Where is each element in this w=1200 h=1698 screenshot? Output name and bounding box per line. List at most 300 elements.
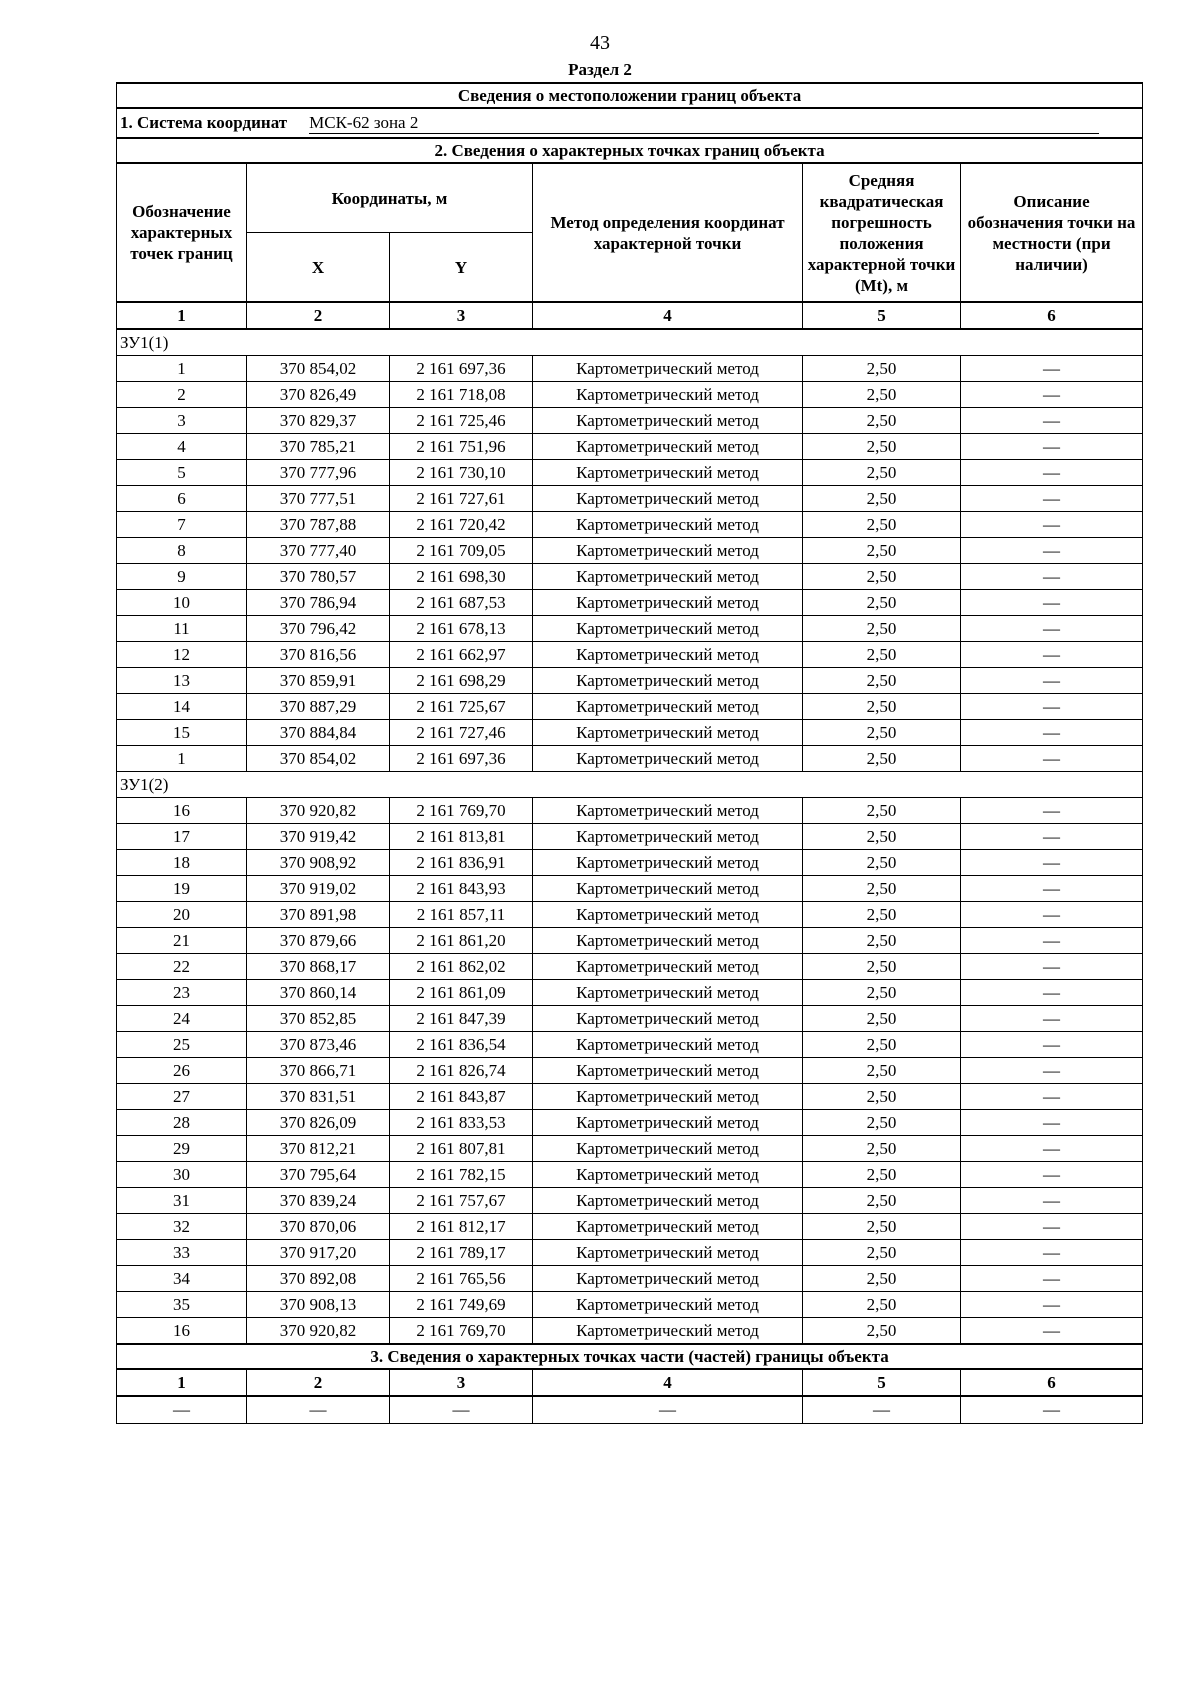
description: — (961, 694, 1143, 720)
coord-y: 2 161 861,20 (390, 928, 533, 954)
table-row (117, 1032, 1143, 1058)
description: — (961, 1110, 1143, 1136)
parts-cell: — (247, 1396, 390, 1424)
description: — (961, 746, 1143, 772)
coord-x: 370 908,92 (247, 850, 390, 876)
table-row (117, 356, 1143, 382)
description: — (961, 434, 1143, 460)
method: Картометрический метод (533, 564, 803, 590)
coord-x: 370 892,08 (247, 1266, 390, 1292)
coord-x: 370 786,94 (247, 590, 390, 616)
error-value: 2,50 (803, 928, 961, 954)
coord-x: 370 879,66 (247, 928, 390, 954)
error-value: 2,50 (803, 876, 961, 902)
point-id: 4 (117, 434, 247, 460)
error-value: 2,50 (803, 460, 961, 486)
point-id: 35 (117, 1292, 247, 1318)
table-row (117, 1162, 1143, 1188)
coord-x: 370 860,14 (247, 980, 390, 1006)
column-number: 5 (803, 1369, 961, 1396)
error-value: 2,50 (803, 1032, 961, 1058)
point-id: 7 (117, 512, 247, 538)
error-value: 2,50 (803, 1162, 961, 1188)
method: Картометрический метод (533, 980, 803, 1006)
table-row (117, 824, 1143, 850)
group-row (117, 772, 1143, 798)
method: Картометрический метод (533, 1214, 803, 1240)
coord-x: 370 839,24 (247, 1188, 390, 1214)
table-row (117, 954, 1143, 980)
table-row (117, 720, 1143, 746)
column-number: 1 (117, 302, 247, 329)
point-id: 15 (117, 720, 247, 746)
description: — (961, 1006, 1143, 1032)
point-id: 16 (117, 1318, 247, 1345)
point-id: 13 (117, 668, 247, 694)
method: Картометрический метод (533, 408, 803, 434)
group-name: ЗУ1(2) (117, 772, 1143, 798)
coord-x: 370 826,09 (247, 1110, 390, 1136)
header-error: Средняя квадратическая погрешность положения характерной точки (Mt), м (803, 163, 961, 302)
method: Картометрический метод (533, 720, 803, 746)
table-row (117, 798, 1143, 824)
column-number: 2 (247, 1369, 390, 1396)
point-id: 27 (117, 1084, 247, 1110)
coord-x: 370 919,02 (247, 876, 390, 902)
point-id: 16 (117, 798, 247, 824)
coord-y: 2 161 861,09 (390, 980, 533, 1006)
coord-y: 2 161 769,70 (390, 798, 533, 824)
coord-x: 370 868,17 (247, 954, 390, 980)
method: Картометрический метод (533, 642, 803, 668)
point-id: 11 (117, 616, 247, 642)
description: — (961, 486, 1143, 512)
coord-x: 370 831,51 (247, 1084, 390, 1110)
description: — (961, 824, 1143, 850)
table-row (117, 1240, 1143, 1266)
coord-y: 2 161 749,69 (390, 1292, 533, 1318)
description: — (961, 1032, 1143, 1058)
method: Картометрический метод (533, 486, 803, 512)
point-id: 3 (117, 408, 247, 434)
error-value: 2,50 (803, 746, 961, 772)
method: Картометрический метод (533, 928, 803, 954)
coord-y: 2 161 678,13 (390, 616, 533, 642)
coord-system-row (117, 108, 1143, 138)
point-id: 31 (117, 1188, 247, 1214)
parts-cell: — (803, 1396, 961, 1424)
table-row (117, 1266, 1143, 1292)
header-x: X (247, 233, 390, 303)
description: — (961, 1136, 1143, 1162)
boundary-table (116, 82, 1143, 1424)
coord-y: 2 161 727,46 (390, 720, 533, 746)
table-title-row (117, 83, 1143, 108)
error-value: 2,50 (803, 1214, 961, 1240)
description: — (961, 1188, 1143, 1214)
method: Картометрический метод (533, 668, 803, 694)
coord-x: 370 908,13 (247, 1292, 390, 1318)
table-row (117, 694, 1143, 720)
error-value: 2,50 (803, 798, 961, 824)
point-id: 2 (117, 382, 247, 408)
point-id: 34 (117, 1266, 247, 1292)
point-id: 28 (117, 1110, 247, 1136)
coord-x: 370 852,85 (247, 1006, 390, 1032)
header-row-1 (117, 163, 1143, 233)
coord-x: 370 920,82 (247, 1318, 390, 1345)
description: — (961, 538, 1143, 564)
point-id: 14 (117, 694, 247, 720)
method: Картометрический метод (533, 616, 803, 642)
coord-y: 2 161 730,10 (390, 460, 533, 486)
error-value: 2,50 (803, 382, 961, 408)
description: — (961, 408, 1143, 434)
column-number: 4 (533, 302, 803, 329)
table-row (117, 746, 1143, 772)
description: — (961, 616, 1143, 642)
point-id: 21 (117, 928, 247, 954)
error-value: 2,50 (803, 1240, 961, 1266)
error-value: 2,50 (803, 850, 961, 876)
description: — (961, 564, 1143, 590)
coord-y: 2 161 725,46 (390, 408, 533, 434)
error-value: 2,50 (803, 434, 961, 460)
description: — (961, 798, 1143, 824)
point-id: 22 (117, 954, 247, 980)
coord-y: 2 161 697,36 (390, 746, 533, 772)
table-row (117, 668, 1143, 694)
error-value: 2,50 (803, 408, 961, 434)
coord-x: 370 873,46 (247, 1032, 390, 1058)
table-row (117, 1084, 1143, 1110)
description: — (961, 902, 1143, 928)
method: Картометрический метод (533, 460, 803, 486)
description: — (961, 1214, 1143, 1240)
error-value: 2,50 (803, 616, 961, 642)
page-number: 43 (590, 32, 610, 54)
method: Картометрический метод (533, 1110, 803, 1136)
table-row (117, 850, 1143, 876)
error-value: 2,50 (803, 824, 961, 850)
method: Картометрический метод (533, 1240, 803, 1266)
coord-y: 2 161 836,91 (390, 850, 533, 876)
error-value: 2,50 (803, 642, 961, 668)
description: — (961, 928, 1143, 954)
error-value: 2,50 (803, 1292, 961, 1318)
table-row (117, 1058, 1143, 1084)
point-id: 1 (117, 746, 247, 772)
error-value: 2,50 (803, 356, 961, 382)
coord-x: 370 891,98 (247, 902, 390, 928)
error-value: 2,50 (803, 1266, 961, 1292)
table-row (117, 1006, 1143, 1032)
error-value: 2,50 (803, 720, 961, 746)
coord-x: 370 829,37 (247, 408, 390, 434)
table-title: Сведения о местоположении границ объекта (117, 83, 1143, 108)
error-value: 2,50 (803, 1110, 961, 1136)
parts-section-title-row (117, 1344, 1143, 1369)
table-row (117, 1318, 1143, 1345)
coord-y: 2 161 709,05 (390, 538, 533, 564)
table-row (117, 1110, 1143, 1136)
coord-y: 2 161 765,56 (390, 1266, 533, 1292)
header-method: Метод определения координат характерной точки (533, 163, 803, 302)
table-row (117, 434, 1143, 460)
description: — (961, 876, 1143, 902)
table-row (117, 538, 1143, 564)
points-section-title: 2. Сведения о характерных точках границ объекта (117, 138, 1143, 163)
point-id: 24 (117, 1006, 247, 1032)
description: — (961, 1162, 1143, 1188)
column-number: 6 (961, 1369, 1143, 1396)
parts-cell: — (533, 1396, 803, 1424)
coord-y: 2 161 687,53 (390, 590, 533, 616)
method: Картометрический метод (533, 798, 803, 824)
coord-y: 2 161 720,42 (390, 512, 533, 538)
method: Картометрический метод (533, 1292, 803, 1318)
error-value: 2,50 (803, 954, 961, 980)
table-row (117, 512, 1143, 538)
coord-y: 2 161 826,74 (390, 1058, 533, 1084)
method: Картометрический метод (533, 1032, 803, 1058)
method: Картометрический метод (533, 1006, 803, 1032)
coord-x: 370 785,21 (247, 434, 390, 460)
point-id: 26 (117, 1058, 247, 1084)
coord-system-cell (117, 108, 1143, 138)
coord-x: 370 854,02 (247, 746, 390, 772)
point-id: 33 (117, 1240, 247, 1266)
coord-x: 370 777,51 (247, 486, 390, 512)
coord-y: 2 161 857,11 (390, 902, 533, 928)
point-id: 5 (117, 460, 247, 486)
error-value: 2,50 (803, 564, 961, 590)
point-id: 6 (117, 486, 247, 512)
description: — (961, 850, 1143, 876)
error-value: 2,50 (803, 1006, 961, 1032)
point-id: 10 (117, 590, 247, 616)
coord-y: 2 161 698,29 (390, 668, 533, 694)
point-id: 12 (117, 642, 247, 668)
coord-y: 2 161 812,17 (390, 1214, 533, 1240)
coord-x: 370 826,49 (247, 382, 390, 408)
coord-x: 370 854,02 (247, 356, 390, 382)
error-value: 2,50 (803, 512, 961, 538)
coord-y: 2 161 833,53 (390, 1110, 533, 1136)
description: — (961, 1266, 1143, 1292)
table-row (117, 564, 1143, 590)
group-name: ЗУ1(1) (117, 329, 1143, 356)
error-value: 2,50 (803, 668, 961, 694)
method: Картометрический метод (533, 954, 803, 980)
description: — (961, 382, 1143, 408)
coord-y: 2 161 769,70 (390, 1318, 533, 1345)
description: — (961, 590, 1143, 616)
coord-x: 370 780,57 (247, 564, 390, 590)
description: — (961, 720, 1143, 746)
description: — (961, 668, 1143, 694)
coord-y: 2 161 862,02 (390, 954, 533, 980)
table-row (117, 460, 1143, 486)
method: Картометрический метод (533, 746, 803, 772)
coord-y: 2 161 807,81 (390, 1136, 533, 1162)
method: Картометрический метод (533, 824, 803, 850)
point-id: 17 (117, 824, 247, 850)
coord-y: 2 161 782,15 (390, 1162, 533, 1188)
method: Картометрический метод (533, 1266, 803, 1292)
table-row (117, 1292, 1143, 1318)
method: Картометрический метод (533, 694, 803, 720)
header-point-designation: Обозначение характерных точек границ (117, 163, 247, 302)
coord-x: 370 866,71 (247, 1058, 390, 1084)
method: Картометрический метод (533, 1084, 803, 1110)
point-id: 25 (117, 1032, 247, 1058)
points-section-title-row (117, 138, 1143, 163)
point-id: 29 (117, 1136, 247, 1162)
coord-x: 370 887,29 (247, 694, 390, 720)
coord-x: 370 812,21 (247, 1136, 390, 1162)
coord-system-value: МСК-62 зона 2 (309, 113, 1099, 134)
error-value: 2,50 (803, 694, 961, 720)
method: Картометрический метод (533, 1058, 803, 1084)
coord-y: 2 161 813,81 (390, 824, 533, 850)
coord-x: 370 796,42 (247, 616, 390, 642)
description: — (961, 642, 1143, 668)
coord-x: 370 920,82 (247, 798, 390, 824)
table-row (117, 902, 1143, 928)
error-value: 2,50 (803, 1188, 961, 1214)
description: — (961, 1084, 1143, 1110)
error-value: 2,50 (803, 1058, 961, 1084)
coord-x: 370 777,96 (247, 460, 390, 486)
point-id: 30 (117, 1162, 247, 1188)
parts-cell: — (390, 1396, 533, 1424)
coord-y: 2 161 847,39 (390, 1006, 533, 1032)
table-row (117, 928, 1143, 954)
description: — (961, 356, 1143, 382)
point-id: 18 (117, 850, 247, 876)
error-value: 2,50 (803, 980, 961, 1006)
coord-y: 2 161 725,67 (390, 694, 533, 720)
table-row (117, 876, 1143, 902)
column-number: 3 (390, 1369, 533, 1396)
coord-y: 2 161 789,17 (390, 1240, 533, 1266)
column-number: 1 (117, 1369, 247, 1396)
parts-cell: — (117, 1396, 247, 1424)
coord-y: 2 161 751,96 (390, 434, 533, 460)
method: Картометрический метод (533, 850, 803, 876)
parts-column-number-row (117, 1369, 1143, 1396)
coord-x: 370 884,84 (247, 720, 390, 746)
method: Картометрический метод (533, 1188, 803, 1214)
table-row (117, 486, 1143, 512)
header-y: Y (390, 233, 533, 303)
coord-x: 370 777,40 (247, 538, 390, 564)
column-number: 3 (390, 302, 533, 329)
point-id: 1 (117, 356, 247, 382)
error-value: 2,50 (803, 1084, 961, 1110)
description: — (961, 980, 1143, 1006)
parts-row (117, 1396, 1143, 1424)
method: Картометрический метод (533, 902, 803, 928)
point-id: 20 (117, 902, 247, 928)
description: — (961, 1318, 1143, 1345)
error-value: 2,50 (803, 486, 961, 512)
coord-y: 2 161 843,93 (390, 876, 533, 902)
coord-y: 2 161 718,08 (390, 382, 533, 408)
coord-y: 2 161 836,54 (390, 1032, 533, 1058)
coord-x: 370 917,20 (247, 1240, 390, 1266)
table-row (117, 642, 1143, 668)
method: Картометрический метод (533, 356, 803, 382)
header-coordinates: Координаты, м (247, 163, 533, 233)
table-row (117, 590, 1143, 616)
coord-x: 370 795,64 (247, 1162, 390, 1188)
point-id: 32 (117, 1214, 247, 1240)
column-number-row (117, 302, 1143, 329)
column-number: 2 (247, 302, 390, 329)
coord-x: 370 870,06 (247, 1214, 390, 1240)
point-id: 9 (117, 564, 247, 590)
column-number: 4 (533, 1369, 803, 1396)
point-id: 23 (117, 980, 247, 1006)
coord-y: 2 161 757,67 (390, 1188, 533, 1214)
error-value: 2,50 (803, 902, 961, 928)
table-row (117, 980, 1143, 1006)
description: — (961, 1240, 1143, 1266)
method: Картометрический метод (533, 1136, 803, 1162)
method: Картометрический метод (533, 590, 803, 616)
section-title: Раздел 2 (568, 60, 632, 79)
description: — (961, 512, 1143, 538)
point-id: 8 (117, 538, 247, 564)
description: — (961, 954, 1143, 980)
method: Картометрический метод (533, 382, 803, 408)
coord-y: 2 161 662,97 (390, 642, 533, 668)
column-number: 5 (803, 302, 961, 329)
method: Картометрический метод (533, 876, 803, 902)
coord-system-label: 1. Система координат (120, 112, 288, 132)
coord-y: 2 161 698,30 (390, 564, 533, 590)
coord-x: 370 816,56 (247, 642, 390, 668)
description: — (961, 460, 1143, 486)
point-id: 19 (117, 876, 247, 902)
description: — (961, 1058, 1143, 1084)
coord-x: 370 859,91 (247, 668, 390, 694)
coord-y: 2 161 843,87 (390, 1084, 533, 1110)
method: Картометрический метод (533, 512, 803, 538)
group-row (117, 329, 1143, 356)
method: Картометрический метод (533, 1162, 803, 1188)
coord-y: 2 161 697,36 (390, 356, 533, 382)
error-value: 2,50 (803, 538, 961, 564)
error-value: 2,50 (803, 590, 961, 616)
error-value: 2,50 (803, 1318, 961, 1345)
method: Картометрический метод (533, 1318, 803, 1345)
error-value: 2,50 (803, 1136, 961, 1162)
coord-x: 370 787,88 (247, 512, 390, 538)
table-row (117, 1188, 1143, 1214)
table-row (117, 616, 1143, 642)
method: Картометрический метод (533, 434, 803, 460)
header-description: Описание обозначения точки на местности (при наличии) (961, 163, 1143, 302)
table-row (117, 408, 1143, 434)
parts-section-title: 3. Сведения о характерных точках части (частей) границы объекта (117, 1344, 1143, 1369)
coord-y: 2 161 727,61 (390, 486, 533, 512)
table-row (117, 1136, 1143, 1162)
coord-x: 370 919,42 (247, 824, 390, 850)
description: — (961, 1292, 1143, 1318)
